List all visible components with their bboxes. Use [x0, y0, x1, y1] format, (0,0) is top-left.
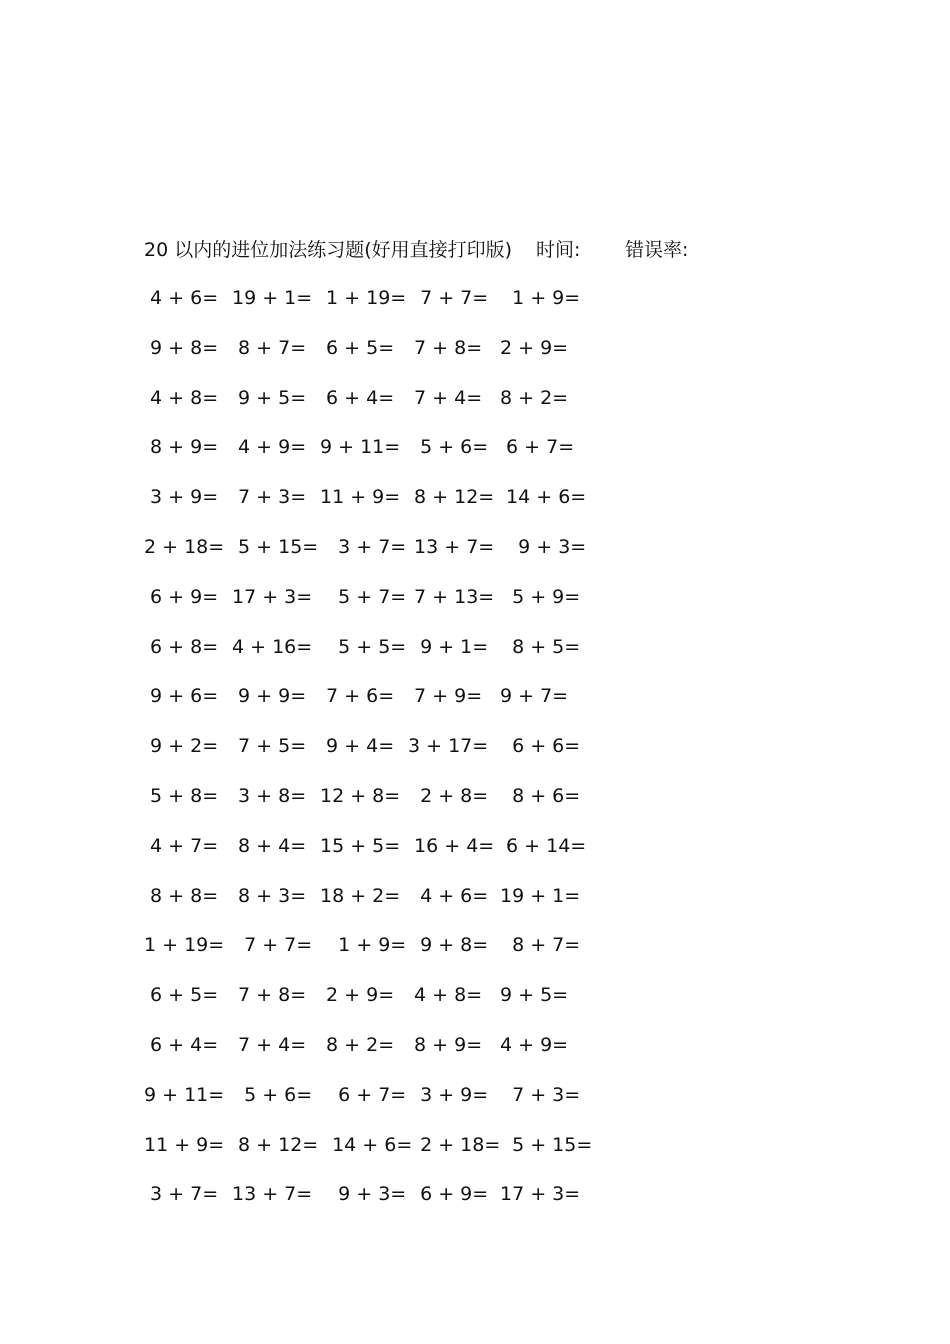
addition-problem: 7 + 5=	[232, 735, 307, 758]
addition-problem: 18 + 2=	[320, 884, 401, 907]
addition-problem: 5 + 5=	[320, 635, 407, 658]
addition-problem: 9 + 11=	[320, 436, 401, 459]
addition-problem: 8 + 9=	[144, 436, 219, 459]
addition-problem: 4 + 9=	[232, 436, 307, 459]
addition-problem: 2 + 18=	[144, 535, 225, 558]
addition-problem: 9 + 7=	[500, 685, 569, 708]
addition-problem: 3 + 8=	[232, 784, 307, 807]
problem-row	[144, 334, 624, 384]
addition-problem: 6 + 8=	[144, 635, 219, 658]
addition-problem: 6 + 14=	[500, 834, 587, 857]
addition-problem: 1 + 9=	[320, 934, 407, 957]
addition-problem: 2 + 8=	[408, 784, 489, 807]
addition-problem: 7 + 4=	[408, 386, 483, 409]
addition-problem: 9 + 6=	[144, 685, 219, 708]
problem-row	[144, 284, 624, 334]
addition-problem: 17 + 3=	[500, 1183, 581, 1206]
addition-problem: 8 + 4=	[232, 834, 307, 857]
problem-row	[144, 882, 624, 932]
problem-row	[144, 633, 624, 683]
addition-problem: 6 + 7=	[500, 436, 575, 459]
addition-problem: 4 + 8=	[144, 386, 219, 409]
error-rate-label: 错误率:	[625, 239, 689, 261]
addition-problem: 19 + 1=	[500, 884, 581, 907]
addition-problem: 7 + 9=	[408, 685, 483, 708]
addition-problem: 6 + 7=	[320, 1083, 407, 1106]
problem-row	[144, 1081, 624, 1131]
addition-problem: 8 + 9=	[408, 1033, 483, 1056]
addition-problem: 16 + 4=	[408, 834, 495, 857]
addition-problem: 7 + 8=	[232, 984, 307, 1007]
addition-problem: 3 + 7=	[320, 535, 407, 558]
addition-problem: 1 + 19=	[144, 934, 225, 957]
addition-problem: 6 + 4=	[144, 1033, 219, 1056]
addition-problem: 8 + 8=	[144, 884, 219, 907]
problem-row	[144, 931, 624, 981]
addition-problem: 3 + 17=	[408, 735, 489, 758]
addition-problem: 1 + 19=	[320, 287, 407, 309]
problem-row	[144, 981, 624, 1031]
addition-problem: 13 + 7=	[232, 1183, 313, 1206]
addition-problem: 4 + 9=	[500, 1033, 569, 1056]
addition-problem: 3 + 9=	[144, 486, 219, 509]
problem-row	[144, 533, 624, 583]
problem-row	[144, 782, 624, 832]
addition-problem: 8 + 12=	[408, 486, 495, 509]
addition-problem: 3 + 7=	[144, 1183, 219, 1206]
addition-problem: 4 + 6=	[408, 884, 489, 907]
problem-row	[144, 1180, 624, 1230]
addition-problem: 9 + 5=	[232, 386, 307, 409]
addition-problem: 7 + 4=	[232, 1033, 307, 1056]
addition-problem: 6 + 5=	[144, 984, 219, 1007]
addition-problem: 7 + 3=	[232, 486, 307, 509]
addition-problem: 8 + 3=	[232, 884, 307, 907]
addition-problem: 6 + 9=	[408, 1183, 489, 1206]
addition-problem: 11 + 9=	[320, 486, 401, 509]
addition-problem: 2 + 9=	[320, 984, 395, 1007]
addition-problem: 5 + 6=	[232, 1083, 313, 1106]
addition-problem: 5 + 7=	[320, 585, 407, 608]
addition-problem: 17 + 3=	[232, 585, 313, 608]
addition-problem: 5 + 15=	[232, 535, 319, 558]
addition-problem: 9 + 8=	[144, 336, 219, 359]
addition-problem: 7 + 13=	[408, 585, 495, 608]
addition-problem: 4 + 6=	[144, 287, 219, 309]
addition-problem: 9 + 4=	[320, 735, 395, 758]
addition-problem: 8 + 7=	[500, 934, 581, 957]
problem-row	[144, 433, 624, 483]
addition-problem: 1 + 9=	[500, 287, 581, 309]
addition-problem: 11 + 9=	[144, 1133, 225, 1156]
addition-problem: 7 + 3=	[500, 1083, 581, 1106]
addition-problem: 8 + 7=	[232, 336, 307, 359]
addition-problem: 13 + 7=	[408, 535, 495, 558]
addition-problem: 12 + 8=	[320, 784, 401, 807]
addition-problem: 9 + 5=	[500, 984, 569, 1007]
addition-problem: 6 + 6=	[500, 735, 581, 758]
addition-problem: 4 + 8=	[408, 984, 483, 1007]
addition-problem: 4 + 7=	[144, 834, 219, 857]
addition-problem: 14 + 6=	[320, 1133, 413, 1156]
addition-problem: 4 + 16=	[232, 635, 313, 658]
addition-problem: 9 + 9=	[232, 685, 307, 708]
addition-problem: 8 + 6=	[500, 784, 581, 807]
addition-problem: 7 + 8=	[408, 336, 483, 359]
addition-problem: 8 + 12=	[232, 1133, 319, 1156]
problem-row	[144, 732, 624, 782]
addition-problem: 5 + 15=	[500, 1133, 593, 1156]
problem-grid	[144, 284, 624, 1230]
addition-problem: 15 + 5=	[320, 834, 401, 857]
addition-problem: 5 + 6=	[408, 436, 489, 459]
worksheet-title: 20 以内的进位加法练习题(好用直接打印版)	[144, 239, 513, 261]
problem-row	[144, 583, 624, 633]
problem-row	[144, 1031, 624, 1081]
addition-problem: 19 + 1=	[232, 287, 313, 309]
addition-problem: 8 + 5=	[500, 635, 581, 658]
addition-problem: 8 + 2=	[500, 386, 569, 409]
addition-problem: 2 + 18=	[408, 1133, 501, 1156]
addition-problem: 9 + 2=	[144, 735, 219, 758]
addition-problem: 7 + 7=	[408, 287, 489, 309]
addition-problem: 8 + 2=	[320, 1033, 395, 1056]
addition-problem: 9 + 11=	[144, 1083, 225, 1106]
addition-problem: 5 + 9=	[500, 585, 581, 608]
addition-problem: 6 + 9=	[144, 585, 219, 608]
addition-problem: 14 + 6=	[500, 486, 587, 509]
addition-problem: 7 + 7=	[232, 934, 313, 957]
addition-problem: 3 + 9=	[408, 1083, 489, 1106]
problem-row	[144, 832, 624, 882]
time-label: 时间:	[536, 239, 581, 261]
problem-row	[144, 384, 624, 434]
addition-problem: 5 + 8=	[144, 784, 219, 807]
problem-row	[144, 682, 624, 732]
addition-problem: 7 + 6=	[320, 685, 395, 708]
addition-problem: 6 + 5=	[320, 336, 395, 359]
addition-problem: 2 + 9=	[500, 336, 569, 359]
addition-problem: 9 + 8=	[408, 934, 489, 957]
problem-row	[144, 1131, 624, 1181]
problem-row	[144, 483, 624, 533]
addition-problem: 6 + 4=	[320, 386, 395, 409]
addition-problem: 9 + 3=	[320, 1183, 407, 1206]
addition-problem: 9 + 3=	[500, 535, 587, 558]
addition-problem: 9 + 1=	[408, 635, 489, 658]
